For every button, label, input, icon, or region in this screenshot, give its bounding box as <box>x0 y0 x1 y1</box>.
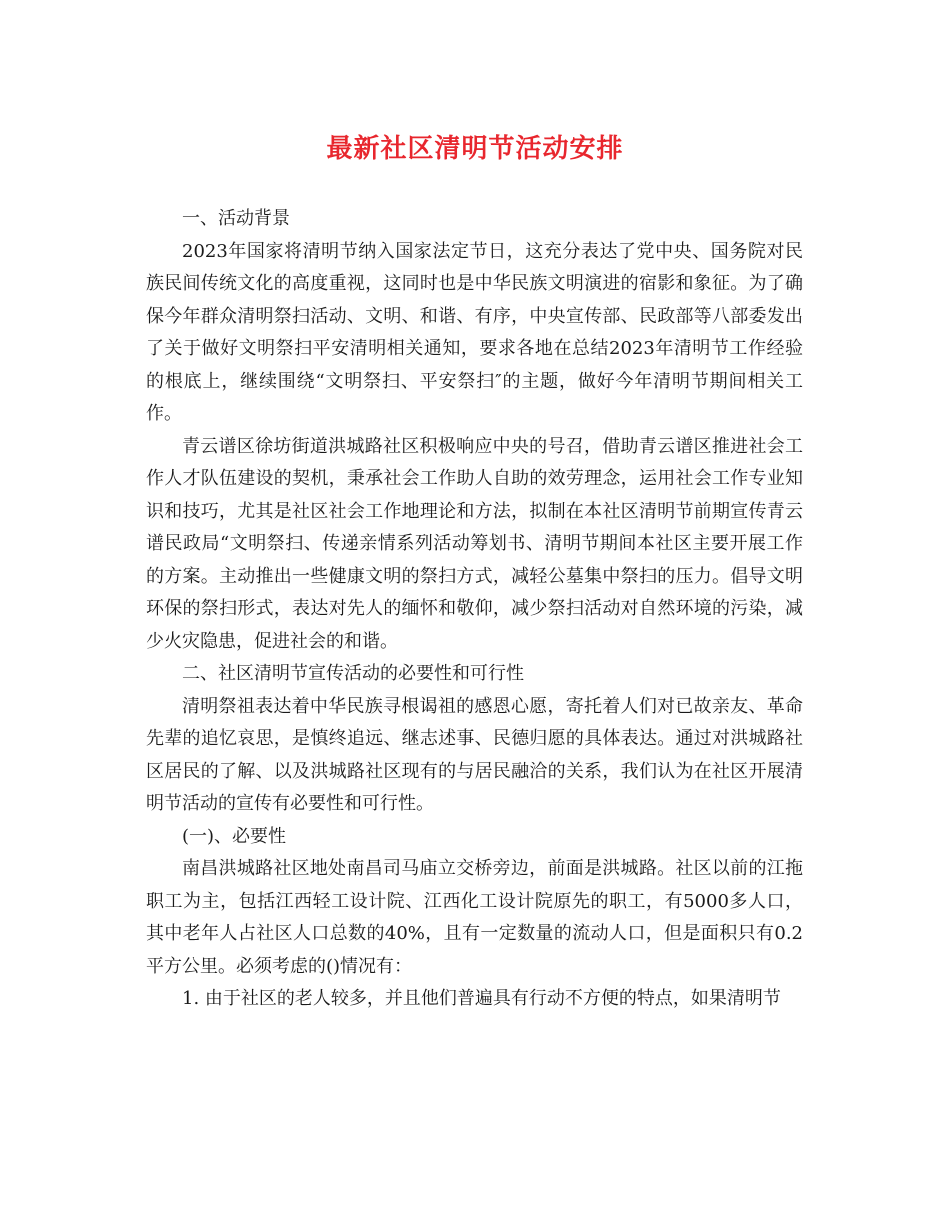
document-body <box>146 203 803 1016</box>
document-title: 最新社区清明节活动安排 <box>326 134 624 164</box>
subheading-necessity: (一)、必要性 <box>182 825 287 847</box>
paragraph: 2023年国家将清明节纳入国家法定节日，这充分表达了党中央、国务院对民族民间传统文化的高度重视，这同时也是中华民族文明演进的宿影和象征。为了确保今年群众清明祭扫活动、文明、和谐、有序，中央宣传部、民政部等八部委发出了关于做好文明祭扫平安清明相关通知，要求各地在总结2023年清明节工作经验的根底上，继续围绕“文明祭扫、平安祭扫″的主题，做好今年清明节期间相关工作。 <box>146 240 803 424</box>
list-item: 1. 由于社区的老人较多，并且他们普遍具有行动不方便的特点，如果清明节 <box>182 988 781 1009</box>
heading-necessity-feasibility: 二、社区清明节宣传活动的必要性和可行性 <box>182 663 524 684</box>
paragraph: 清明祭祖表达着中华民族寻根谒祖的感恩心愿，寄托着人们对已故亲友、革命先辈的追忆哀思，是慎终追远、继志述事、民德归愿的具体表达。通过对洪城路社区居民的了解、以及洪城路社区现有的与居民融洽的关系，我们认为在社区开展清明节活动的宣传有必要性和可行性。 <box>146 695 803 814</box>
paragraph: 青云谱区徐坊街道洪城路社区积极响应中央的号召，借助青云谱区推进社会工作人才队伍建设的契机，秉承社会工作助人自助的效劳理念，运用社会工作专业知识和技巧，尤其是社区社会工作地理论和方法，拟制在本社区清明节前期宣传青云谱民政局“文明祭扫、传递亲情系列活动筹划书、清明节期间本社区主要开展工作的方案。主动推出一些健康文明的祭扫方式，减轻公墓集中祭扫的压力。倡导文明环保的祭扫形式，表达对先人的缅怀和敬仰，减少祭扫活动对自然环境的污染，减少火灾隐患，促进社会的和谐。 <box>146 435 803 652</box>
paragraph: 南昌洪城路社区地处南昌司马庙立交桥旁边，前面是洪城路。社区以前的江拖职工为主，包括江西轻工设计院、江西化工设计院原先的职工，有5000多人口，其中老年人占社区人口总数的40%，且有一定数量的流动人口，但是面积只有0.2平方公里。必须考虑的()情况有： <box>146 858 803 977</box>
heading-activity-background: 一、活动背景 <box>182 208 290 229</box>
